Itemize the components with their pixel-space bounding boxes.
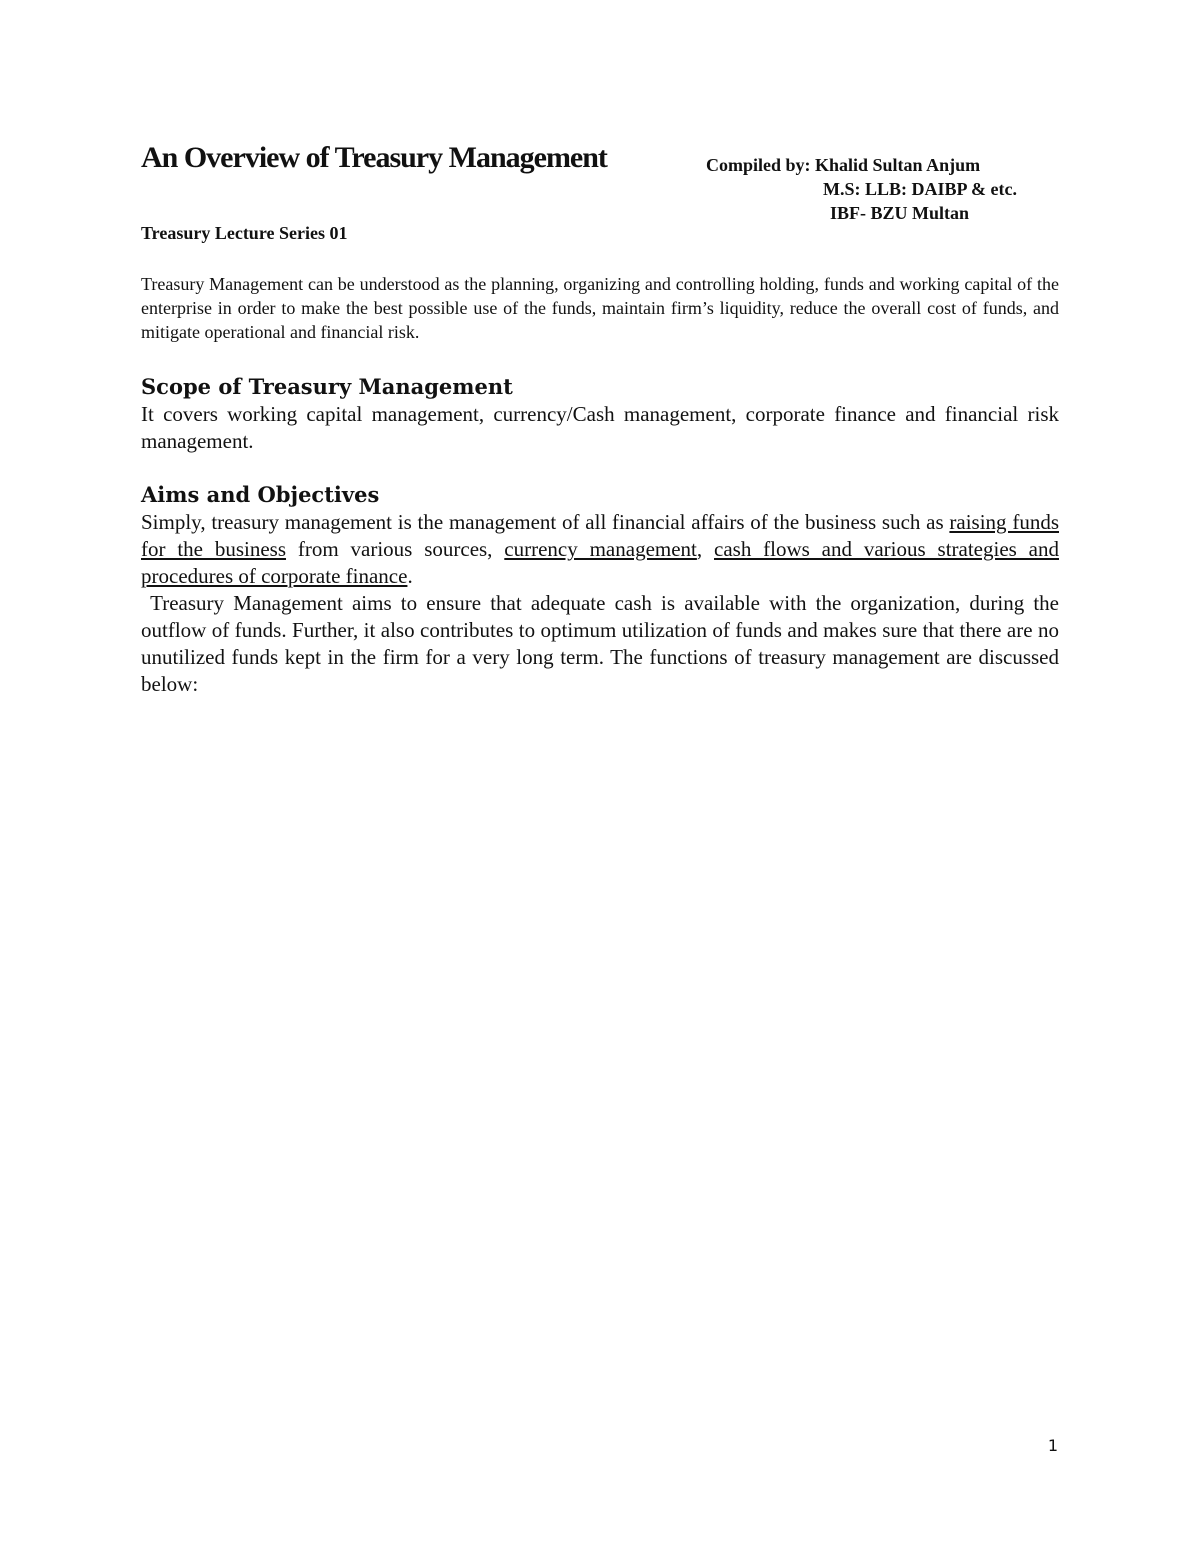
raising-funds-phrase: raising funds for the business — [141, 510, 1059, 561]
scope-heading: Scope of Treasury Management — [141, 374, 513, 399]
author-affiliation: IBF- BZU Multan — [830, 203, 970, 223]
aims-text-mid2: , — [696, 537, 714, 561]
aims-text-start: Simply, treasury management is the management of all financial affairs of the business such as — [141, 510, 950, 534]
aims-text-end: . — [407, 564, 413, 588]
intro-paragraph: Treasury Management can be understood as the planning, organizing and controlling holding, funds and working capital of the enterprise in order to make the best possible use of the funds, maintain firm’s liquidity, reduce the overall cost of funds, and mitigate operational and financial risk. — [141, 274, 1059, 342]
cash-flows-phrase: cash flows and various strategies and procedures of corporate finance — [141, 537, 1059, 588]
document-title: An Overview of Treasury Management — [141, 141, 607, 174]
scope-text: It covers working capital management, currency/Cash management, corporate finance and financial risk management. — [141, 402, 1059, 453]
currency-management-phrase: currency management — [504, 537, 697, 561]
aims-paragraph-2: Treasury Management aims to ensure that adequate cash is available with the organization, during the outflow of funds. Further, it also contributes to optimum utilization of funds and makes sure that there are no unutilized funds kept in the firm for a very long term. The functions of treasury management are discussed below: — [141, 591, 1065, 696]
author-block — [640, 153, 1100, 225]
aims-text-mid1: from various sources, — [286, 537, 505, 561]
scope-section — [141, 373, 1059, 455]
series-label: Treasury Lecture Series 01 — [141, 223, 348, 243]
compiled-by: Compiled by: Khalid Sultan Anjum — [706, 155, 981, 175]
page-number: 1 — [1047, 1436, 1058, 1455]
aims-section — [141, 481, 1065, 698]
author-credentials: M.S: LLB: DAIBP & etc. — [823, 179, 1017, 199]
aims-heading: Aims and Objectives — [141, 482, 380, 507]
aims-paragraph-1 — [141, 509, 1059, 590]
